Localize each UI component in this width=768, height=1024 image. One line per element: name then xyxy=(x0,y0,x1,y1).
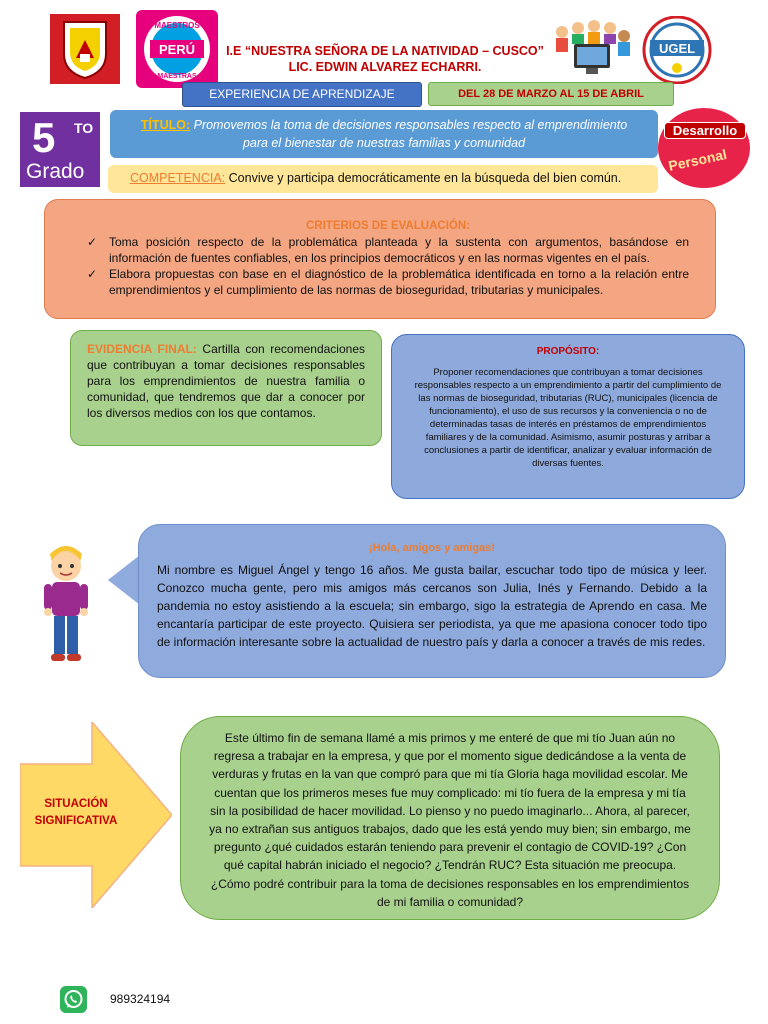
school-name: I.E “NUESTRA SEÑORA DE LA NATIVIDAD – CUSCO” xyxy=(226,44,544,58)
situacion-label xyxy=(26,796,126,830)
kids-computer-illustration xyxy=(552,18,632,80)
competencia-key: COMPETENCIA: xyxy=(130,171,226,185)
evidencia-key: EVIDENCIA FINAL: xyxy=(87,342,197,356)
school-crest-logo xyxy=(50,14,120,84)
logo-ugel-text: UGEL xyxy=(658,41,696,56)
evidencia-box xyxy=(70,330,382,446)
logo-peru-text: PERÚ xyxy=(158,42,196,57)
situacion-box: Este último fin de semana llamé a mis primos y me enteré de que mi tío Juan aún no regresa a trabajar en la empresa, y que por el momento sigue dedicándose a la venta de verduras y frutas en la van que compró para que mi tía Gloria haga movilidad escolar. Me cuentan que los primeros meses fue muy complicado: mi tío fuera de la empresa y mi tía sin la posibilidad de hacer movilidad. Lo pienso y no puedo imaginarlo... Ahora, al parecer, ya no extrañan sus antiguos trabajos, dado que les está yendo muy bien; sin embargo, me pregunto ¿qué cuidados estarán teniendo para prevenir el contagio de COVID-19? ¿Con qué capital habrán iniciado el negocio? ¿Tendrán RUC? Esta situación me preocupa. ¿Cómo podré contribuir para la toma de decisiones responsables en los emprendimientos de mi familia o comunidad? xyxy=(180,716,720,920)
ugel-logo xyxy=(640,16,714,84)
list-item: ✓ Toma posición respecto de la problemática planteada y la sustenta con argumentos, basándose en información de fuentes confiables, en los principios democráticos y en las normas vigentes en el país. xyxy=(109,234,689,266)
phone-number[interactable]: 989324194 xyxy=(110,992,171,1006)
logo-maestros-text: MAESTROS xyxy=(154,21,200,30)
boy-character-illustration xyxy=(36,540,96,665)
grade-number: 5 xyxy=(32,114,56,161)
logo-maestras-text: MAESTRAS xyxy=(157,73,197,80)
director-name: LIC. EDWIN ALVAREZ ECHARRI. xyxy=(288,60,482,74)
proposito-heading: PROPÓSITO: xyxy=(536,346,600,357)
competencia-text: Convive y participa democráticamente en la búsqueda del bien común. xyxy=(228,171,622,185)
badge-line2: Personal xyxy=(666,146,729,174)
greeting-speech-bubble xyxy=(138,524,726,678)
greeting-heading: ¡Hola, amigos y amigas! xyxy=(369,542,495,554)
badge-line1: Desarrollo xyxy=(664,122,746,139)
situacion-label-line2: SIGNIFICATIVA xyxy=(34,815,118,827)
grade-label: Grado xyxy=(26,160,85,183)
grade-badge xyxy=(20,112,100,187)
grade-suffix: TO xyxy=(74,120,94,136)
competencia-box xyxy=(108,165,658,193)
school-header xyxy=(200,43,570,75)
situacion-label-line1: SITUACIÓN xyxy=(44,798,108,810)
experience-label: EXPERIENCIA DE APRENDIZAJE xyxy=(182,82,422,107)
evidencia-text: Cartilla con recomendaciones que contribuyan a tomar decisiones responsables para los emprendimientos de nuestra familia o comunidad, que tendremos que dar a conocer por los diversos medios con los que contamos. xyxy=(87,342,365,420)
title-text: Promovemos la toma de decisiones responsables respecto al emprendimiento para el bienestar de nuestras familias y comunidad xyxy=(193,118,628,150)
desarrollo-personal-badge xyxy=(658,108,750,188)
criterios-box xyxy=(44,199,716,319)
date-range: DEL 28 DE MARZO AL 15 DE ABRIL xyxy=(428,82,674,106)
proposito-box xyxy=(391,334,745,499)
criterios-heading: CRITERIOS DE EVALUACIÓN: xyxy=(306,220,470,232)
speech-bubble-tail xyxy=(108,555,140,605)
title-key: TÍTULO: xyxy=(140,118,191,132)
greeting-text: Mi nombre es Miguel Ángel y tengo 16 años. Me gusta bailar, escuchar todo tipo de música y leer. Conozco mucha gente, pero mis amigos más cercanos son Julia, Inés y Fernando. Debido a la pandemia no estoy asistiendo a la escuela; sin embargo, sigo la estrategia de Aprendo en casa. Me encantaría participar de este proyecto. Quisiera ser periodista, ya que me apasiona conocer todo tipo de información interesante sobre la actualidad de nuestro país y darla a conocer a través de mis redes. xyxy=(157,563,707,649)
proposito-text: Proponer recomendaciones que contribuyan a tomar decisiones responsables respecto a un emprendimiento a partir del cumplimiento de las normas de bioseguridad, tributarias (RUC), municipales (licencia de funcionamiento), el uso de sus recursos y la conveniencia o no de determinadas tasas de interés en préstamos de emprendimientos familiares y de la comunidad. Asimismo, asumir posturas y arribar a conclusiones a partir de identificar, analizar y evaluar información de diversas fuentes. xyxy=(414,367,722,469)
whatsapp-icon[interactable] xyxy=(60,986,87,1013)
title-box xyxy=(110,110,658,158)
list-item: ✓ Elabora propuestas con base en el diagnóstico de la problemática identificada en torno a la relación entre emprendimientos y el cumplimiento de las normas de bioseguridad, tributarias y municipales. xyxy=(109,266,689,298)
criterios-list xyxy=(87,234,689,298)
